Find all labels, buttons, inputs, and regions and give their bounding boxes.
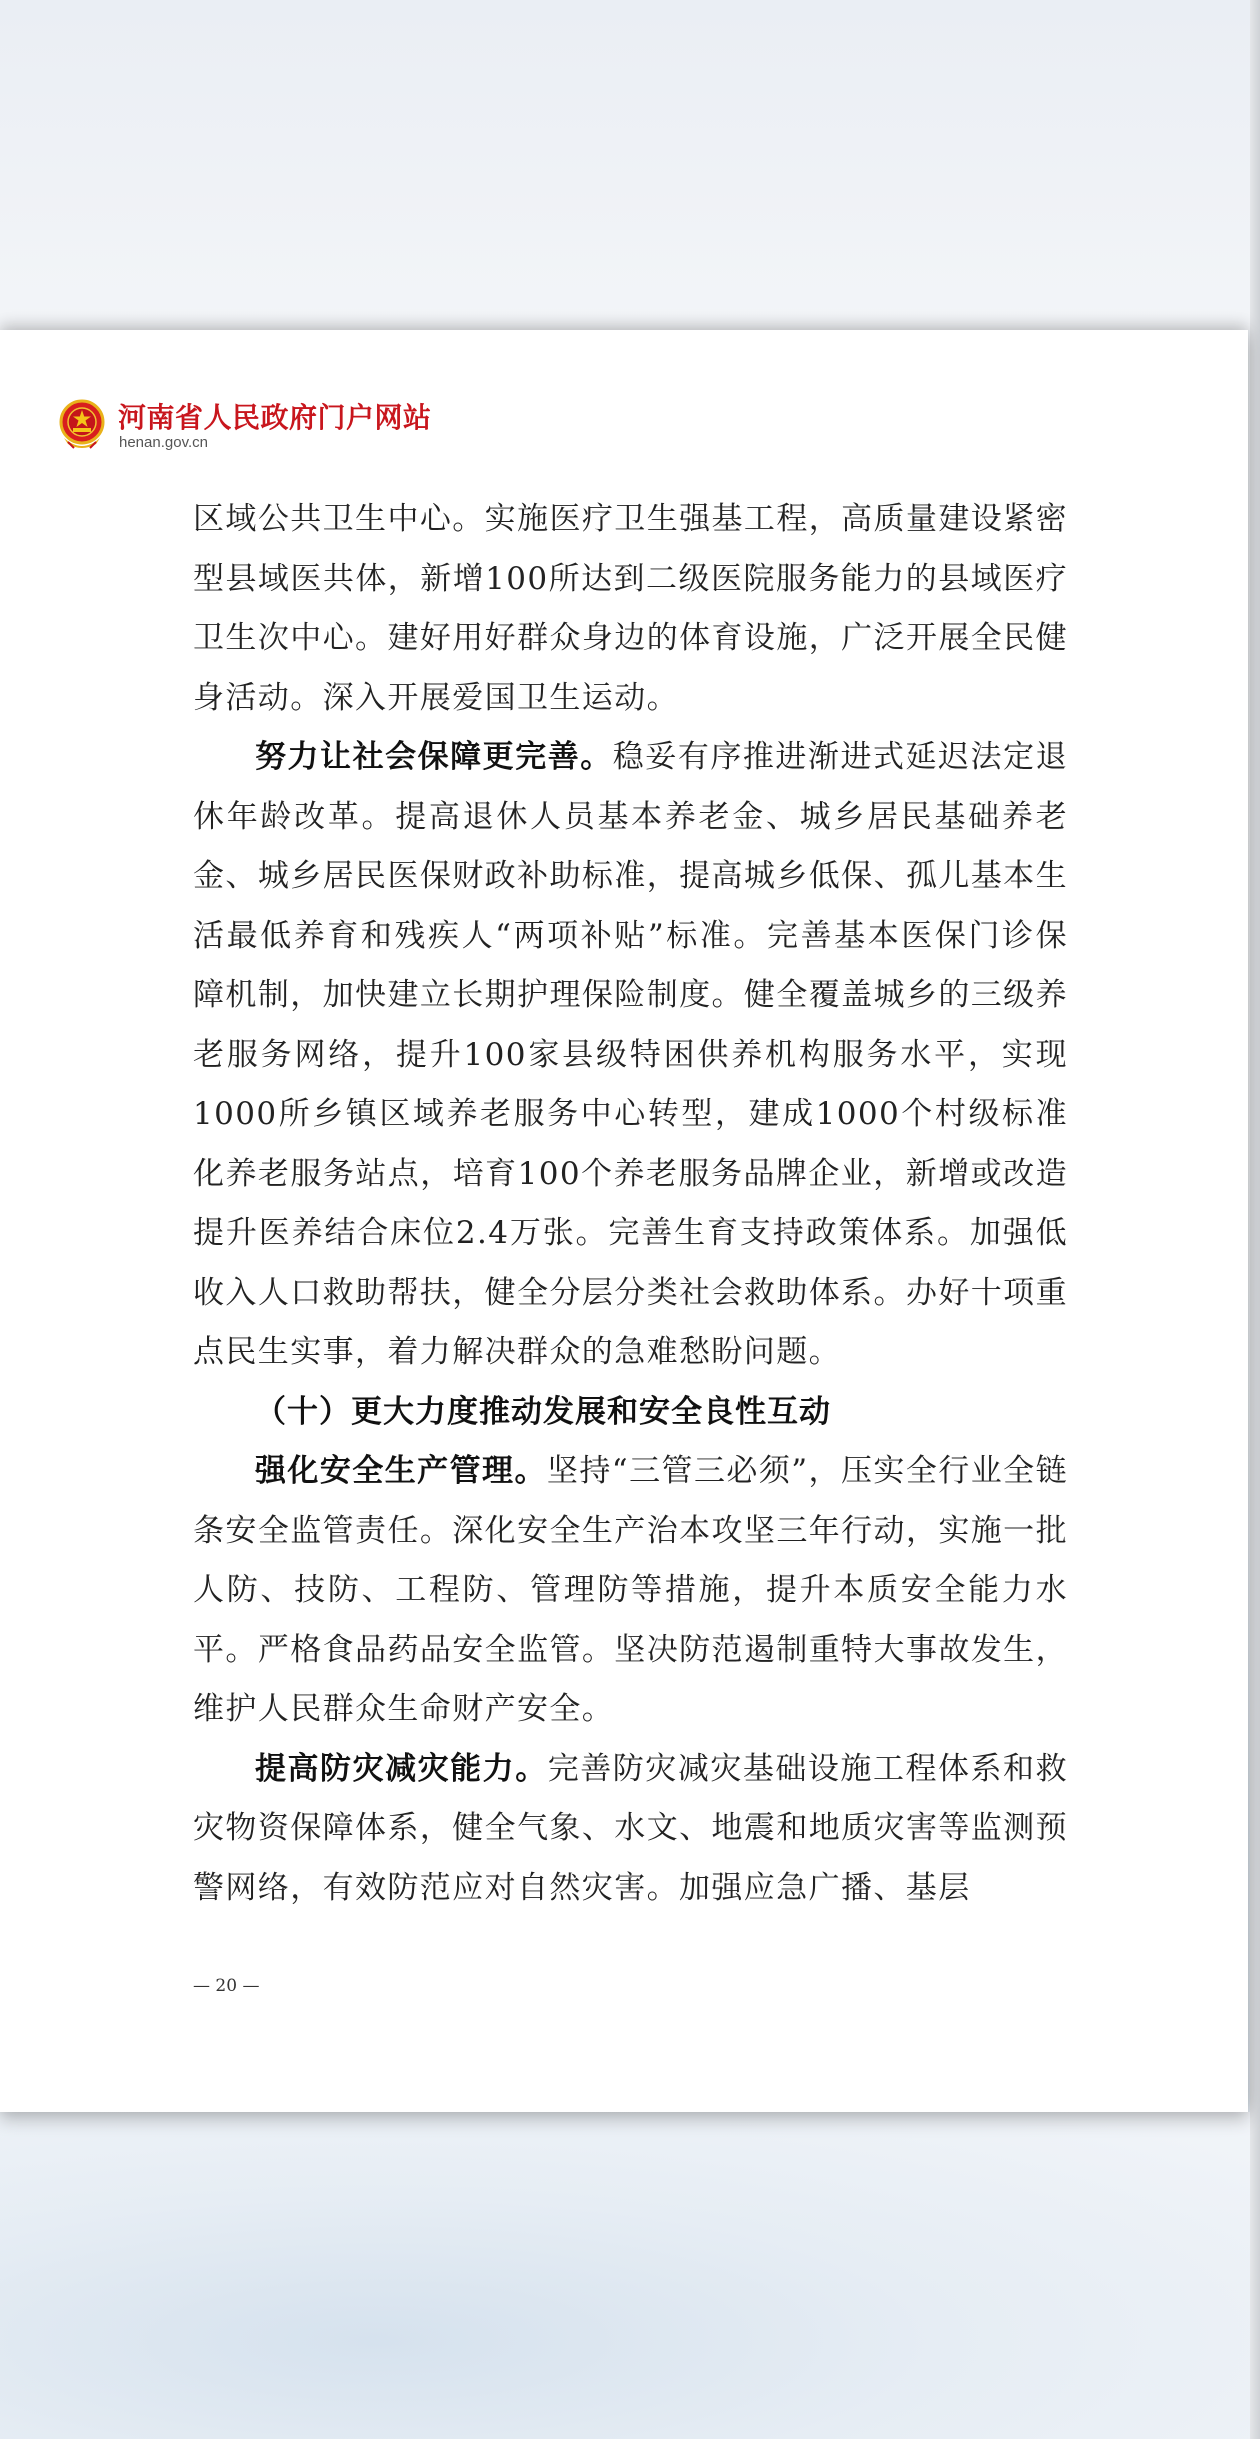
- bottom-background: [0, 2112, 1260, 2439]
- document-page: [0, 330, 1248, 2112]
- site-header[interactable]: [58, 394, 558, 454]
- paragraph-lead: 提高防灾减灾能力。: [255, 1750, 548, 1787]
- paragraph-text: 完善防灾减灾基础设施工程体系和救灾物资保障体系，健全气象、水文、地震和地质灾害等监测预警网络，有效防范应对自然灾害。加强应急广播、基层: [193, 1750, 1068, 1906]
- document-body: [193, 490, 1068, 1918]
- section-heading: （十）更大力度推动发展和安全良性互动: [255, 1393, 831, 1430]
- top-background: [0, 0, 1260, 330]
- paragraph-text: 区域公共卫生中心。实施医疗卫生强基工程，高质量建设紧密型县域医共体，新增100所达到二级医院服务能力的县域医疗卫生次中心。建好用好群众身边的体育设施，广泛开展全民健身活动。深入开展爱国卫生运动。: [193, 501, 1068, 716]
- page-number: — 20 —: [193, 1976, 260, 1996]
- paragraph-disaster: [193, 1740, 1068, 1919]
- paragraph-text: 稳妥有序推进渐进式延迟法定退休年龄改革。提高退休人员基本养老金、城乡居民基础养老金、城乡居民医保财政补助标准，提高城乡低保、孤儿基本生活最低养育和残疾人“两项补贴”标准。完善基本医保门诊保障机制，加快建立长期护理保险制度。健全覆盖城乡的三级养老服务网络，提升100家县级特困供养机构服务水平，实现1000所乡镇区域养老服务中心转型，建成1000个村级标准化养老服务站点，培育100个养老服务品牌企业，新增或改造提升医养结合床位2.4万张。完善生育支持政策体系。加强低收入人口救助帮扶，健全分层分类社会救助体系。办好十项重点民生实事，着力解决群众的急难愁盼问题。: [193, 739, 1068, 1370]
- paragraph-safety: [193, 1442, 1068, 1740]
- site-title: 河南省人民政府门户网站: [118, 401, 432, 434]
- paragraph-lead: 强化安全生产管理。: [255, 1453, 547, 1489]
- site-url: henan.gov.cn: [119, 434, 208, 451]
- paragraph-social-security: [193, 728, 1068, 1383]
- national-emblem-icon: [58, 398, 106, 450]
- scroll-edge: [1250, 0, 1260, 2439]
- paragraph-lead: 努力让社会保障更完善。: [255, 739, 613, 775]
- paragraph-continued: [193, 490, 1068, 728]
- paragraph-text: 坚持“三管三必须”，压实全行业全链条安全监管责任。深化安全生产治本攻坚三年行动，实施一批人防、技防、工程防、管理防等措施，提升本质安全能力水平。严格食品药品安全监管。坚决防范遏制重特大事故发生，维护人民群众生命财产安全。: [193, 1453, 1068, 1727]
